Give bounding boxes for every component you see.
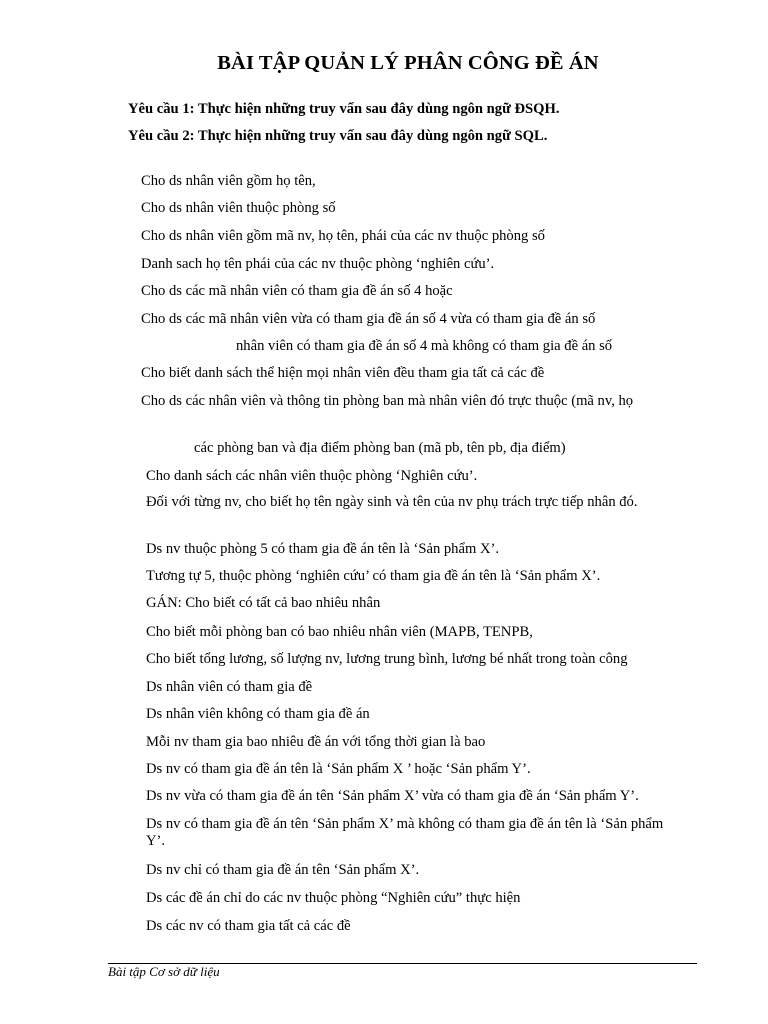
list-item: Cho biết mỗi phòng ban có bao nhiêu nhân viên (MAPB, TENPB,: [146, 624, 533, 640]
list-item: Cho biết danh sách thể hiện mọi nhân viên đều tham gia tất cả các đề: [141, 365, 545, 381]
list-item: Danh sach họ tên phái của các nv thuộc phòng ‘nghiên cứu’.: [141, 256, 495, 272]
list-item: Ds nv thuộc phòng 5 có tham gia đề án tên là ‘Sản phẩm X’.: [146, 541, 500, 557]
list-item: Ds nhân viên không có tham gia đề án: [146, 706, 370, 722]
list-item: Cho ds nhân viên thuộc phòng số: [141, 200, 336, 216]
list-item: Ds các nv có tham gia tất cả các đề: [146, 918, 351, 934]
list-item: Cho biết tổng lương, số lượng nv, lương trung bình, lương bé nhất trong toàn công: [146, 651, 628, 667]
list-item: nhân viên có tham gia đề án số 4 mà không có tham gia đề án số: [236, 338, 613, 354]
list-item: Mỗi nv tham gia bao nhiêu đề án với tổng thời gian là bao: [146, 734, 486, 750]
list-item: Cho danh sách các nhân viên thuộc phòng ‘Nghiên cứu’.: [146, 468, 478, 484]
list-item: Cho ds các mã nhân viên có tham gia đề án số 4 hoặc: [141, 283, 453, 299]
page-footer: Bài tập Cơ sở dữ liệu: [108, 964, 220, 979]
list-item: Ds nv có tham gia đề án tên ‘Sản phẩm X’ mà không có tham gia đề án tên là ‘Sản phẩm Y’.: [146, 816, 664, 849]
list-item: Cho ds các nhân viên và thông tin phòng ban mà nhân viên đó trực thuộc (mã nv, họ: [141, 393, 634, 409]
document-title: BÀI TẬP QUẢN LÝ PHÂN CÔNG ĐỀ ÁN: [217, 52, 599, 74]
list-item: Tương tự 5, thuộc phòng ‘nghiên cứu’ có tham gia đề án tên là ‘Sản phẩm X’.: [146, 568, 601, 584]
list-item: Đối với từng nv, cho biết họ tên ngày sinh và tên của nv phụ trách trực tiếp nhân đó.: [146, 494, 638, 510]
list-item: Ds nhân viên có tham gia đề: [146, 679, 313, 695]
list-item: các phòng ban và địa điểm phòng ban (mã pb, tên pb, địa điểm): [194, 440, 566, 456]
list-item: Cho ds các mã nhân viên vừa có tham gia đề án số 4 vừa có tham gia đề án số: [141, 311, 596, 327]
requirement-2: Yêu cầu 2: Thực hiện những truy vấn sau đây dùng ngôn ngữ SQL.: [128, 128, 548, 144]
list-item: Cho ds nhân viên gồm mã nv, họ tên, phái của các nv thuộc phòng số: [141, 228, 545, 244]
list-item: Ds nv chỉ có tham gia đề án tên ‘Sản phẩm X’.: [146, 862, 420, 878]
list-item: Ds nv vừa có tham gia đề án tên ‘Sản phẩm X’ vừa có tham gia đề án ‘Sản phẩm Y’.: [146, 788, 639, 804]
list-item: Cho ds nhân viên gồm họ tên,: [141, 173, 316, 189]
list-item: GÁN: Cho biết có tất cả bao nhiêu nhân: [146, 595, 381, 611]
list-item: Ds các đề án chỉ do các nv thuộc phòng “Nghiên cứu” thực hiện: [146, 890, 521, 906]
list-item: Ds nv có tham gia đề án tên là ‘Sản phẩm X ’ hoặc ‘Sản phẩm Y’.: [146, 761, 531, 777]
requirement-1: Yêu cầu 1: Thực hiện những truy vấn sau đây dùng ngôn ngữ ĐSQH.: [128, 101, 560, 117]
